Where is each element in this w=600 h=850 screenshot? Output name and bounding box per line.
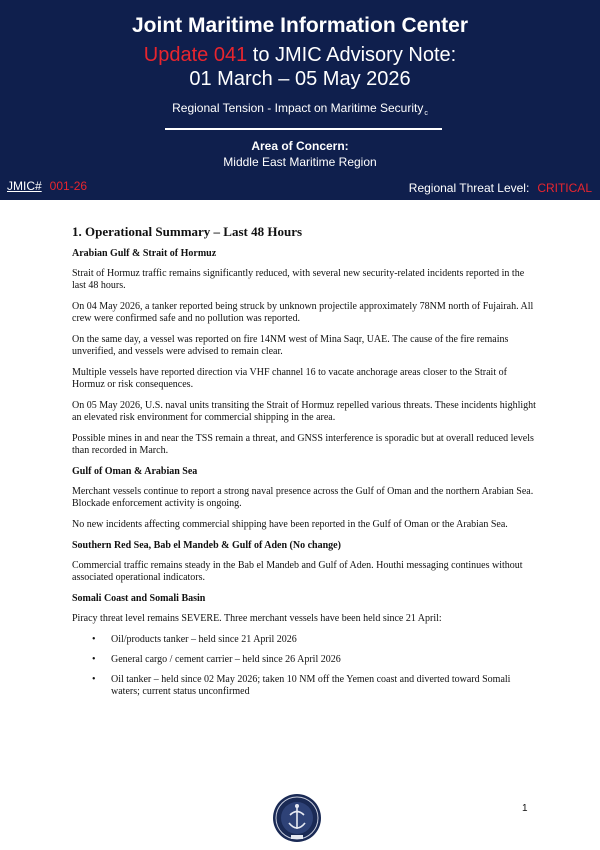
threat-level-label: Regional Threat Level: [408,181,530,195]
subsection-heading-red-sea: Southern Red Sea, Bab el Mandeb & Gulf of Aden (No change) [72,540,341,551]
list-item [92,654,540,666]
subsection-heading-gulf-of-oman: Gulf of Oman & Arabian Sea [72,466,198,477]
area-of-concern-label: Area of Concern: [251,139,349,153]
held-vessels-list [92,634,540,698]
bullet-icon: • [92,654,96,665]
paragraph: On the same day, a vessel was reported on fire 14NM west of Mina Saqr, UAE. The cause of the fire remains unverified, and vessels were advised to remain clear. [72,334,509,357]
header-divider [165,128,442,130]
paragraph: Piracy threat level remains SEVERE. Three merchant vessels have been held since 21 April: [72,613,442,624]
update-line [0,44,600,67]
subsection-heading-somali: Somali Coast and Somali Basin [72,593,206,604]
paragraph: No new incidents affecting commercial shipping have been reported in the Gulf of Oman or the Arabian Sea. [72,519,508,530]
subtitle-marker: c [424,110,428,118]
area-of-concern-value: Middle East Maritime Region [223,155,377,169]
paragraph: On 04 May 2026, a tanker reported being struck by unknown projectile approximately 78NM north of Fujairah. All crew were confirmed safe and no pollution was reported. [72,301,534,324]
threat-level [409,181,592,195]
paragraph: Merchant vessels continue to report a strong naval presence across the Gulf of Oman and the northern Arabian Sea. Blockade enforcement activity is ongoing. [72,486,534,509]
jmic-label: JMIC# [7,179,42,193]
paragraph: Strait of Hormuz traffic remains significantly reduced, with several new security-related incidents reported in the last 48 hours. [72,268,525,291]
header-banner [0,0,600,200]
list-item-text: Oil/products tanker – held since 21 April 2026 [111,634,297,645]
jmic-seal-icon [272,793,322,843]
list-item-text: General cargo / cement carrier – held since 26 April 2026 [111,654,341,665]
list-item-text: Oil tanker – held since 02 May 2026; taken 10 NM off the Yemen coast and diverted toward Somali waters; current status unconfirmed [111,674,511,697]
jmic-number: 001-26 [49,179,88,193]
subtitle: Regional Tension - Impact on Maritime Security [172,101,424,115]
bullet-icon: • [92,634,96,645]
subsection-heading-arabian-gulf: Arabian Gulf & Strait of Hormuz [72,248,217,259]
list-item [92,634,540,646]
page-number: 1 [522,803,528,814]
list-item [92,674,540,698]
jmic-reference [7,179,87,193]
subtitle-line [0,101,600,117]
paragraph: On 05 May 2026, U.S. naval units transiting the Strait of Hormuz repelled various threats. These incidents highlight an elevated risk environment for commercial shipping in the area. [72,400,536,423]
update-text: to JMIC Advisory Note: [252,44,457,66]
paragraph: Commercial traffic remains steady in the Bab el Mandeb and Gulf of Aden. Houthi messaging continues without associated operational indicators. [72,560,523,583]
update-number: Update 041 [143,44,248,66]
bullet-icon: • [92,674,96,685]
date-range: 01 March – 05 May 2026 [189,68,411,90]
section-heading: 1. Operational Summary – Last 48 Hours [72,224,303,239]
document-title: Joint Maritime Information Center [131,14,469,37]
document-body [72,224,540,706]
threat-level-value: CRITICAL [537,181,592,195]
paragraph: Possible mines in and near the TSS remain a threat, and GNSS interference is sporadic but at overall reduced levels than recorded in March. [72,433,534,456]
paragraph: Multiple vessels have reported direction via VHF channel 16 to vacate anchorage areas closer to the Strait of Hormuz or risk consequences. [72,367,507,390]
